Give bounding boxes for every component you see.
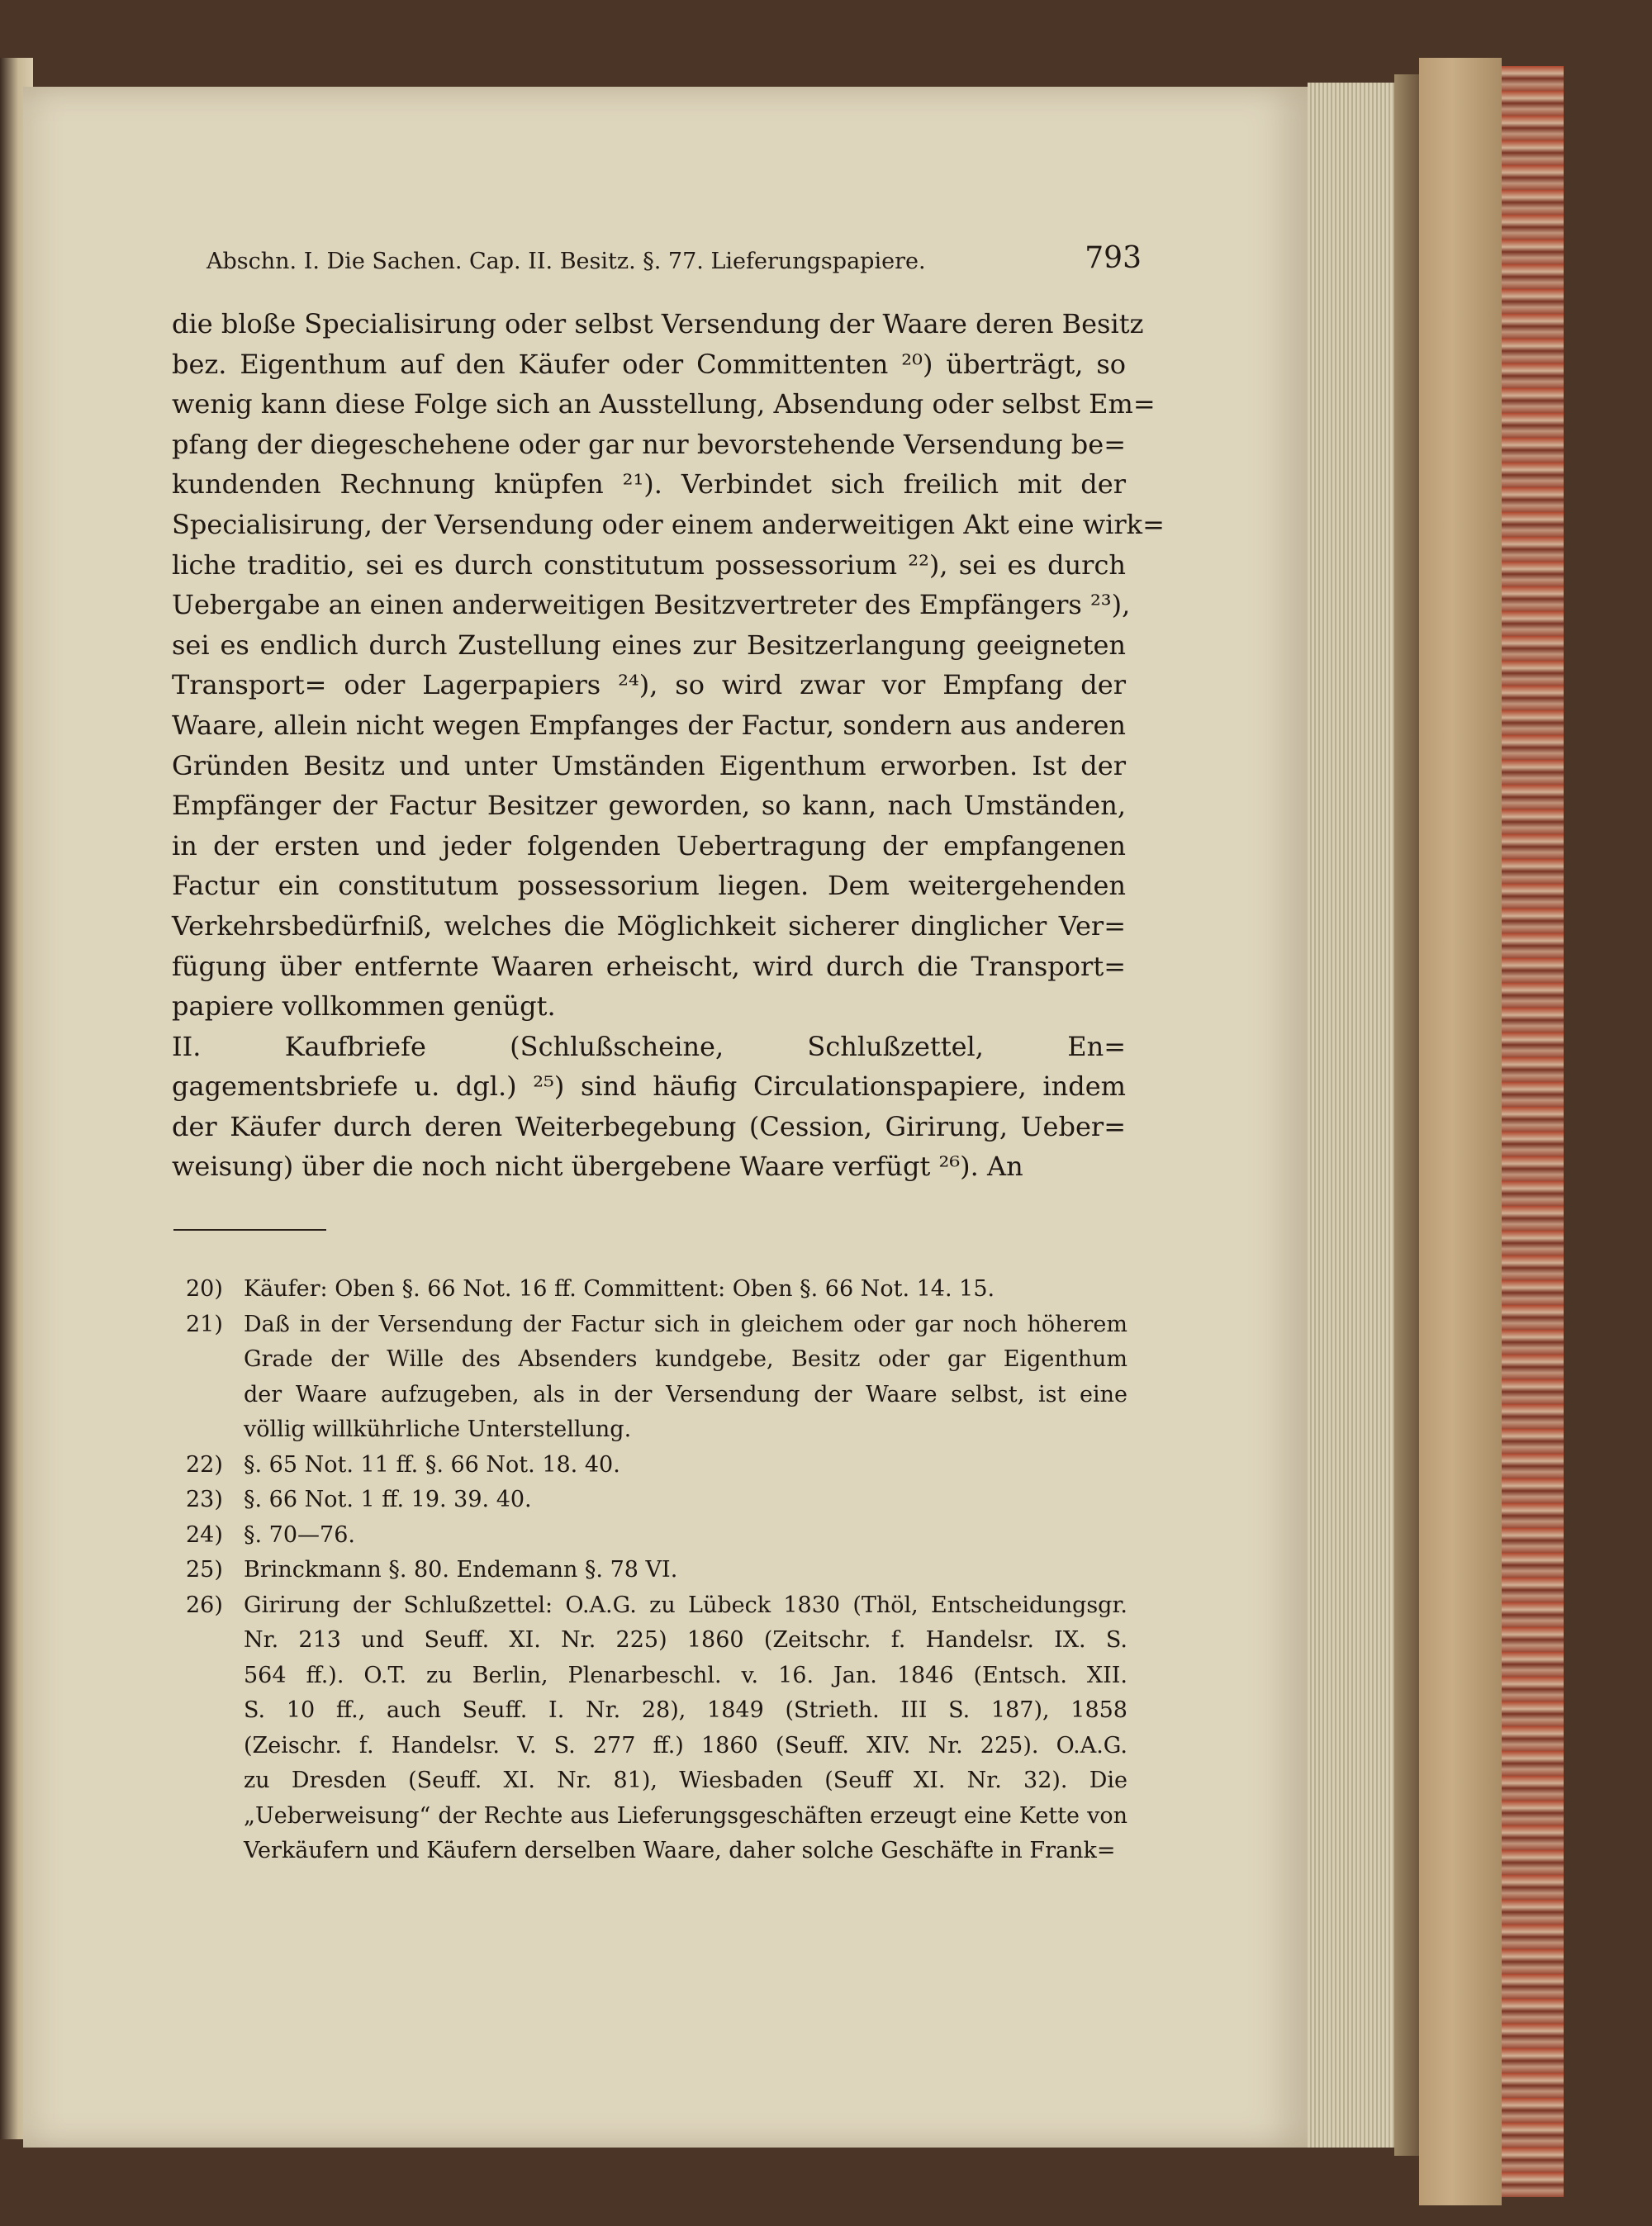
footnote-line: Nr. 213 und Seuff. XI. Nr. 225) 1860 (Zeitschr. f. Handelsr. IX. S.	[244, 1627, 1127, 1653]
text-line: Verkehrsbedürfniß, welches die Möglichkeit sicherer dinglicher Ver=	[172, 909, 1126, 942]
footnote-line: „Ueberweisung“ der Rechte aus Lieferungsgeschäften erzeugt eine Kette von	[244, 1802, 1127, 1829]
footnote-line: 564 ff.). O.T. zu Berlin, Plenarbeschl. v. 16. Jan. 1846 (Entsch. XII.	[244, 1662, 1127, 1688]
text-line: Empfänger der Factur Besitzer geworden, so kann, nach Umständen,	[172, 790, 1126, 822]
footnote-separator	[173, 1229, 326, 1231]
footnote-number: 24)	[186, 1521, 223, 1548]
footnote-line: §. 66 Not. 1 ff. 19. 39. 40.	[244, 1487, 532, 1512]
footnote-line: S. 10 ff., auch Seuff. I. Nr. 28), 1849 (Strieth. III S. 187), 1858	[244, 1697, 1127, 1723]
text-line: Waare, allein nicht wegen Empfanges der Factur, sondern aus anderen	[172, 709, 1126, 741]
footnote-line: Brinckmann §. 80. Endemann §. 78 VI.	[244, 1557, 678, 1583]
footnote-line: Käufer: Oben §. 66 Not. 16 ff. Committent: Oben §. 66 Not. 14. 15.	[244, 1276, 995, 1302]
page-block-edges	[1308, 83, 1394, 2148]
text-line: pfang der diegeschehene oder gar nur bevorstehende Versendung be=	[172, 428, 1126, 460]
footnote-line: der Waare aufzugeben, als in der Versendung der Waare selbst, ist eine	[244, 1381, 1127, 1407]
footnote	[186, 1553, 1127, 1588]
text-line: II. Kaufbriefe (Schlußscheine, Schlußzettel, En=	[172, 1030, 1126, 1062]
text-line: weisung) über die noch nicht übergebene Waare verfügt ²⁶). An	[172, 1151, 1023, 1183]
marbled-edge	[1502, 66, 1564, 2197]
footnote-line: Daß in der Versendung der Factur sich in gleichem oder gar noch höherem	[244, 1311, 1127, 1337]
text-line: kundenden Rechnung knüpfen ²¹). Verbindet sich freilich mit der	[172, 468, 1126, 501]
footnote-line: (Zeischr. f. Handelsr. V. S. 277 ff.) 1860 (Seuff. XIV. Nr. 225). O.A.G.	[244, 1732, 1127, 1758]
text-line: in der ersten und jeder folgenden Uebertragung der empfangenen	[172, 829, 1126, 861]
footnote-line: Verkäufern und Käufern derselben Waare, daher solche Geschäfte in Frank=	[244, 1838, 1116, 1863]
text-line: sei es endlich durch Zustellung eines zur Besitzerlangung geeigneten	[172, 629, 1126, 661]
text-line: Transport= oder Lagerpapiers ²⁴), so wird zwar vor Empfang der	[172, 669, 1126, 701]
footnote-number: 22)	[186, 1451, 223, 1478]
footnote-number: 26)	[186, 1592, 223, 1618]
text-line: Factur ein constitutum possessorium liegen. Dem weitergehenden	[172, 870, 1126, 902]
page-block-shadow	[1394, 74, 1419, 2156]
text-line: papiere vollkommen genügt.	[172, 990, 556, 1023]
footnote	[186, 1483, 1127, 1518]
footnote-line: Girirung der Schlußzettel: O.A.G. zu Lübeck 1830 (Thöl, Entscheidungsgr.	[244, 1592, 1127, 1618]
footnote	[186, 1272, 1127, 1308]
footnote-number: 25)	[186, 1557, 223, 1583]
text-line: fügung über entfernte Waaren erheischt, wird durch die Transport=	[172, 950, 1126, 982]
main-text	[172, 304, 1165, 1187]
footnote	[186, 1448, 1127, 1483]
text-line: gagementsbriefe u. dgl.) ²⁵) sind häufig Circulationspapiere, indem	[172, 1070, 1126, 1103]
page-number: 793	[1085, 241, 1142, 275]
book-cover-board	[1419, 58, 1502, 2205]
footnote-line: §. 65 Not. 11 ff. §. 66 Not. 18. 40.	[244, 1451, 620, 1478]
footnote-number: 20)	[186, 1276, 223, 1302]
running-header	[206, 241, 1142, 282]
footnote-line: zu Dresden (Seuff. XI. Nr. 81), Wiesbaden (Seuff XI. Nr. 32). Die	[244, 1768, 1127, 1793]
text-line: der Käufer durch deren Weiterbegebung (Cession, Girirung, Ueber=	[172, 1110, 1126, 1142]
running-title: Abschn. I. Die Sachen. Cap. II. Besitz. §. 77. Lieferungspapiere.	[206, 249, 926, 274]
footnote	[186, 1308, 1127, 1448]
text-line: Uebergabe an einen anderweitigen Besitzvertreter des Empfängers ²³),	[172, 589, 1131, 621]
footnote-number: 23)	[186, 1487, 223, 1512]
text-line: liche traditio, sei es durch constitutum possessorium ²²), sei es durch	[172, 548, 1126, 581]
text-line: Specialisirung, der Versendung oder einem anderweitigen Akt eine wirk=	[172, 508, 1165, 540]
text-line: wenig kann diese Folge sich an Ausstellung, Absendung oder selbst Em=	[172, 388, 1156, 420]
footnote-number: 21)	[186, 1311, 223, 1337]
footnote	[186, 1588, 1127, 1869]
text-line: bez. Eigenthum auf den Käufer oder Committenten ²⁰) überträgt, so	[172, 348, 1126, 380]
text-line: die bloße Specialisirung oder selbst Versendung der Waare deren Besitz	[172, 308, 1144, 339]
text-line: Gründen Besitz und unter Umständen Eigenthum erworben. Ist der	[172, 749, 1126, 781]
footnote-line: §. 70—76.	[244, 1521, 355, 1548]
footnote-line: völlig willkührliche Unterstellung.	[244, 1417, 632, 1442]
footnote-line: Grade der Wille des Absenders kundgebe, Besitz oder gar Eigenthum	[244, 1346, 1127, 1372]
footnote	[186, 1518, 1127, 1554]
footnotes	[186, 1272, 1127, 1869]
